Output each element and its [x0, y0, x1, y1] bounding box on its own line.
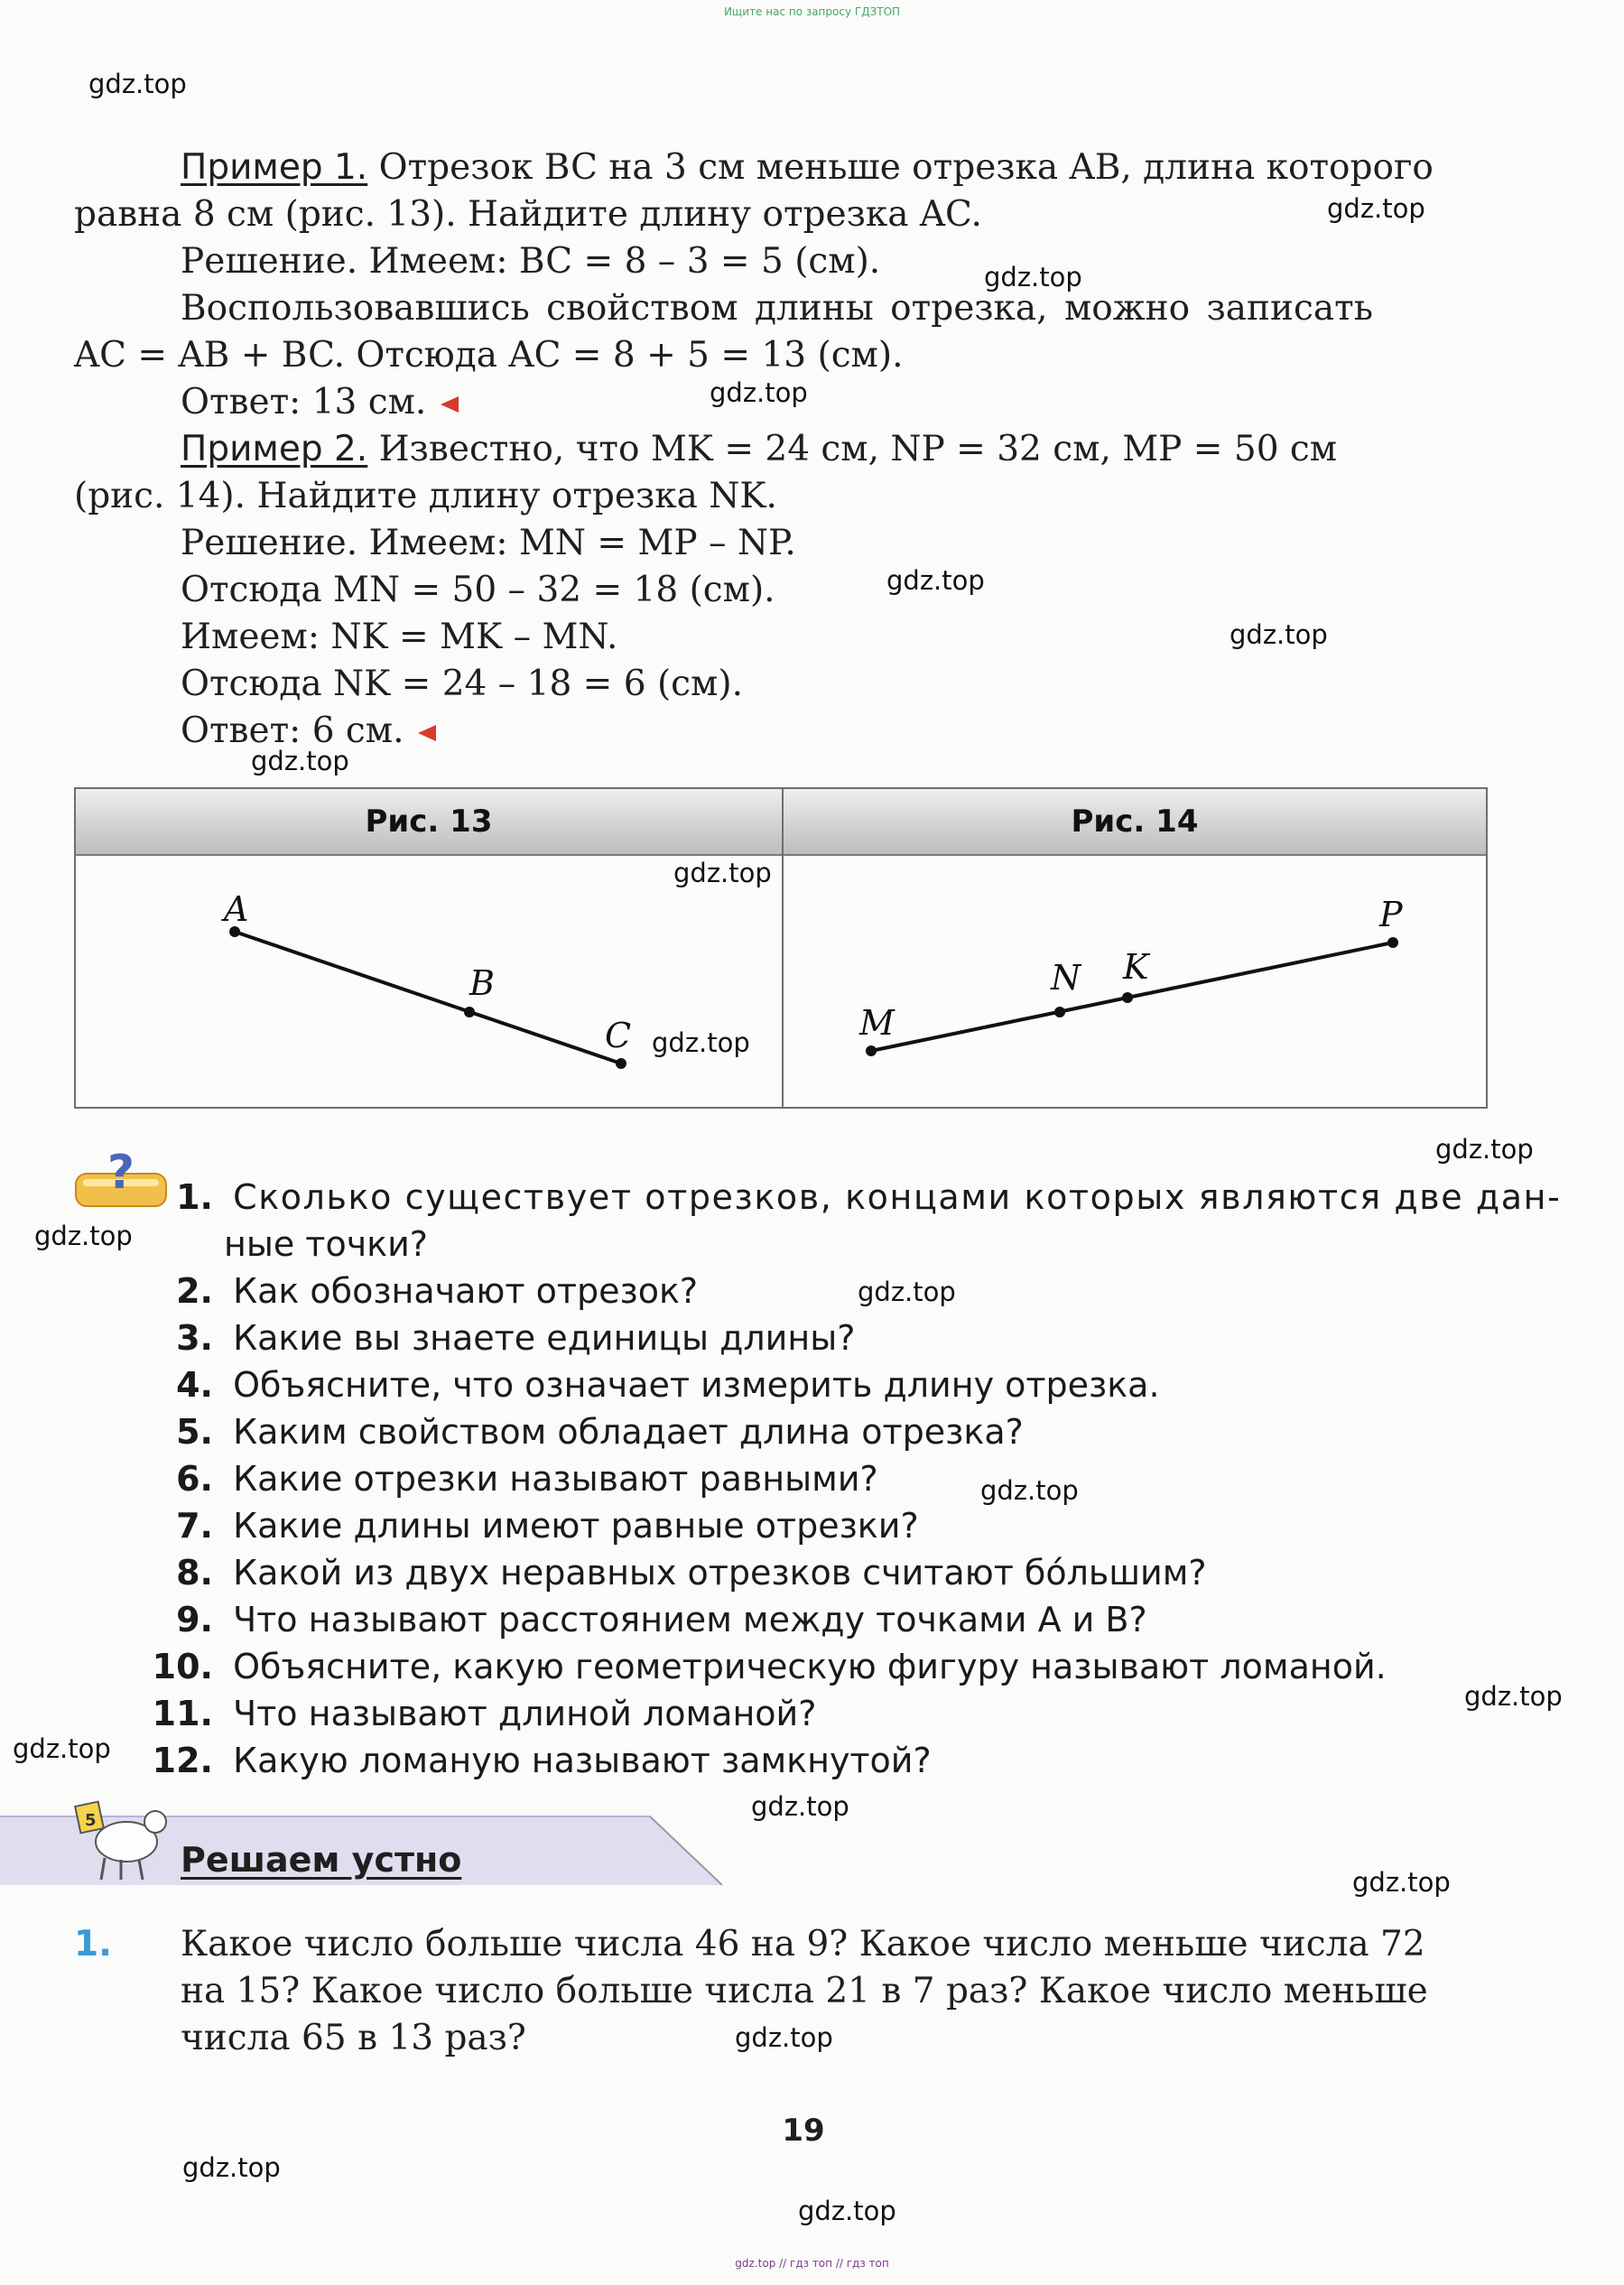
example2-text1: Известно, что MK = 24 см, NP = 32 см, MP = 50 см — [378, 429, 1338, 469]
watermark: gdz.top — [1464, 1681, 1563, 1712]
question-10 — [0, 1643, 1387, 1690]
oral-line1: Какое число больше числа 46 на 9? Какое число меньше числа 72 — [181, 1924, 1425, 1965]
question-number: 4. — [176, 1365, 213, 1405]
watermark: gdz.top — [751, 1791, 849, 1822]
question-1 — [0, 1174, 1561, 1221]
example1-answer — [181, 379, 459, 426]
example2-answer-text: Ответ: 6 см. — [181, 711, 404, 751]
watermark: gdz.top — [1352, 1867, 1451, 1898]
watermark: gdz.top — [34, 1221, 133, 1251]
label-m: M — [859, 1003, 895, 1043]
question-12 — [0, 1737, 932, 1784]
fig13-title: Рис. 13 — [76, 789, 782, 856]
fig14-title: Рис. 14 — [784, 789, 1486, 856]
watermark: gdz.top — [182, 2152, 281, 2183]
watermark: gdz.top — [886, 565, 985, 596]
label-k: K — [1123, 947, 1149, 987]
svg-text:?: ? — [107, 1152, 135, 1200]
end-marker-icon — [441, 396, 459, 413]
figures-box — [74, 787, 1488, 1109]
watermark: gdz.top — [798, 2196, 896, 2226]
example1-line1 — [181, 144, 1434, 191]
watermark: gdz.top — [735, 2022, 833, 2053]
goat-mascot-icon — [74, 1791, 168, 1881]
watermark: gdz.top — [652, 1027, 750, 1058]
point-p — [1387, 937, 1398, 948]
question-5 — [0, 1408, 1024, 1455]
question-number: 2. — [176, 1271, 213, 1311]
question-7 — [0, 1502, 919, 1549]
question-number: 6. — [176, 1459, 213, 1499]
example2-line4: Отсюда MN = 50 – 32 = 18 (см). — [181, 570, 775, 610]
watermark: gdz.top — [13, 1733, 111, 1764]
label-b: B — [469, 963, 495, 1003]
grade-sign-icon: 5 — [85, 1811, 97, 1830]
question-number: 3. — [176, 1318, 213, 1358]
oral-line3: числа 65 в 13 раз? — [181, 2018, 526, 2058]
header-note: Ищите нас по запросу ГДЗТОП — [723, 5, 901, 18]
question-text: Какие длины имеют равные отрезки? — [233, 1506, 919, 1546]
point-m — [866, 1045, 877, 1056]
question-text: Какой из двух неравных отрезков считают бо́льшим? — [233, 1553, 1207, 1593]
label-c: C — [605, 1016, 632, 1055]
example1-line2: равна 8 см (рис. 13). Найдите длину отрезка AC. — [74, 194, 982, 235]
question-text: Объясните, какую геометрическую фигуру называют ломаной. — [233, 1647, 1387, 1686]
question-number: 7. — [176, 1506, 213, 1546]
question-number: 5. — [176, 1412, 213, 1452]
oral-number: 1. — [74, 1924, 112, 1965]
example2-line5: Имеем: NK = MK – MN. — [181, 617, 618, 657]
watermark: gdz.top — [980, 1475, 1079, 1506]
oral-heading: Решаем устно — [181, 1840, 462, 1880]
example1-text1: Отрезок BC на 3 см меньше отрезка AB, длина которого — [378, 147, 1434, 188]
watermark: gdz.top — [710, 377, 808, 408]
question-text: Объясните, что означает измерить длину отрезка. — [233, 1365, 1160, 1405]
example2-title: Пример 2. — [181, 429, 368, 469]
question-2 — [0, 1268, 698, 1314]
example2-line1 — [181, 426, 1337, 473]
example2-line2: (рис. 14). Найдите длину отрезка NK. — [74, 476, 777, 516]
question-11 — [0, 1690, 816, 1737]
question-text: Как обозначают отрезок? — [233, 1271, 699, 1311]
example2-line6: Отсюда NK = 24 – 18 = 6 (см). — [181, 664, 743, 704]
question-3 — [0, 1314, 855, 1361]
example1-line4: Воспользовавшись свойством длины отрезка, можно записать — [181, 288, 1373, 329]
question-text: Что называют длиной ломаной? — [233, 1694, 817, 1733]
question-8 — [0, 1549, 1207, 1596]
watermark: gdz.top — [88, 69, 187, 99]
point-c — [616, 1058, 626, 1069]
question-number: 9. — [176, 1600, 213, 1639]
watermark: gdz.top — [984, 262, 1082, 293]
point-n — [1054, 1007, 1065, 1017]
watermark: gdz.top — [1327, 193, 1425, 224]
example1-title: Пример 1. — [181, 147, 368, 188]
question-4 — [0, 1361, 1160, 1408]
question-text: Каким свойством обладает длина отрезка? — [233, 1412, 1024, 1452]
watermark: gdz.top — [251, 746, 349, 776]
oral-line2: на 15? Какое число больше числа 21 в 7 раз? Какое число меньше — [181, 1971, 1428, 2011]
label-a: A — [224, 889, 249, 929]
page-number: 19 — [782, 2113, 825, 2149]
watermark: gdz.top — [1230, 619, 1328, 650]
question-text: Какую ломаную называют замкнутой? — [233, 1741, 932, 1780]
footer-note: gdz.top // гдз топ // гдз топ — [735, 2257, 889, 2270]
watermark: gdz.top — [858, 1277, 956, 1307]
question-text: Что называют расстоянием между точками A и B? — [233, 1600, 1147, 1639]
point-b — [464, 1007, 475, 1017]
question-number: 12. — [152, 1741, 213, 1780]
question-number: 10. — [152, 1647, 213, 1686]
label-n: N — [1051, 958, 1081, 998]
example1-answer-text: Ответ: 13 см. — [181, 382, 427, 423]
example1-line3: Решение. Имеем: BC = 8 – 3 = 5 (см). — [181, 241, 881, 282]
segment-ac — [235, 932, 621, 1064]
example1-line5: AC = AB + BC. Отсюда AC = 8 + 5 = 13 (см). — [74, 335, 904, 376]
question-number: 8. — [176, 1553, 213, 1593]
question-1-cont: ные точки? — [224, 1224, 428, 1264]
question-9 — [0, 1596, 1147, 1643]
question-6 — [0, 1455, 878, 1502]
figures-drawing — [76, 789, 1486, 1107]
label-p: P — [1379, 895, 1403, 934]
question-number: 11. — [152, 1694, 213, 1733]
example2-line3: Решение. Имеем: MN = MP – NP. — [181, 523, 796, 563]
watermark: gdz.top — [673, 858, 772, 888]
end-marker-icon — [418, 725, 436, 741]
question-text: Сколько существует отрезков, концами которых являются две дан- — [233, 1177, 1562, 1217]
question-text: Какие вы знаете единицы длины? — [233, 1318, 856, 1358]
question-text: Какие отрезки называют равными? — [233, 1459, 878, 1499]
watermark: gdz.top — [1435, 1134, 1534, 1165]
point-k — [1122, 992, 1133, 1003]
question-number: 1. — [176, 1177, 213, 1217]
